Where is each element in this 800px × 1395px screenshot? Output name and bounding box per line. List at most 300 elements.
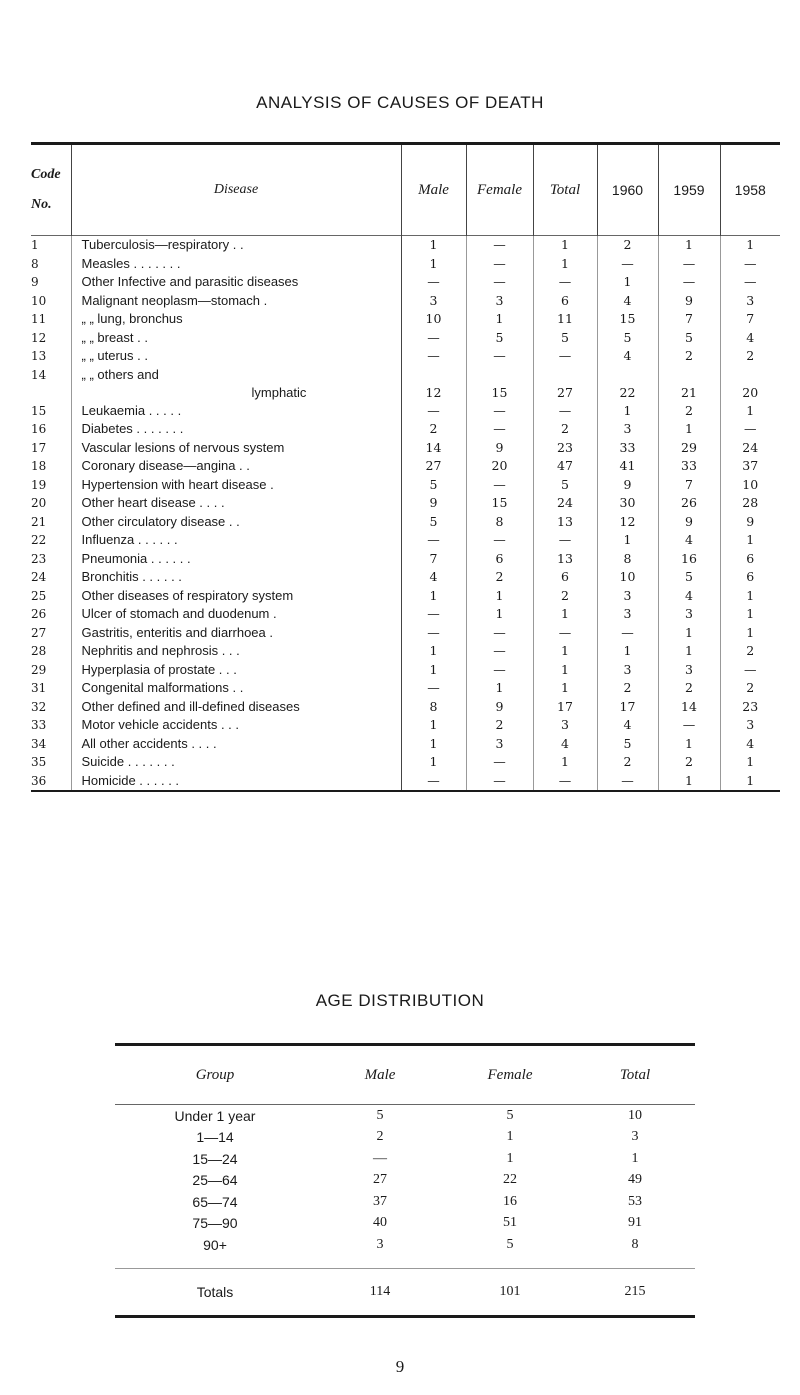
disease-label: Coronary disease—angina . . [81, 458, 250, 473]
code-cell: 11 [31, 310, 71, 329]
disease-cell [71, 366, 401, 402]
disease-label: Measles . . . . . . . [81, 255, 181, 271]
page-title: ANALYSIS OF CAUSES OF DEATH [256, 93, 544, 112]
disease-label: Homicide . . . . . . [81, 772, 180, 788]
female-cell: — [466, 255, 533, 274]
totals-label: Totals [115, 1268, 315, 1315]
female-cell: — [466, 420, 533, 439]
code-cell: 23 [31, 550, 71, 569]
y1958-cell: 28 [742, 495, 759, 510]
female-cell: 3 [466, 735, 533, 754]
y1960-cell: 1 [597, 273, 658, 292]
total-cell: 1 [533, 679, 597, 698]
disease-cell [71, 624, 401, 643]
y1960-cell: 1 [597, 642, 658, 661]
cause-row [31, 255, 780, 274]
disease-cell [71, 329, 401, 348]
code-cell: 19 [31, 476, 71, 495]
y1958-cell: 2 [746, 348, 755, 363]
male-cell: 4 [401, 568, 466, 587]
y1959-cell: 9 [658, 292, 720, 311]
code-cell: 29 [31, 661, 71, 680]
cause-row [31, 568, 780, 587]
y1960-cell: 22 [597, 366, 658, 402]
disease-cell [71, 661, 401, 680]
cause-row [31, 531, 780, 550]
age-group-cell: 75—90 [192, 1215, 238, 1232]
total-cell: 5 [533, 476, 597, 495]
year-1960-header: 1960 [597, 145, 658, 236]
age-female-cell: 5 [506, 1107, 514, 1123]
code-cell: 32 [31, 698, 71, 717]
male-cell: 1 [401, 661, 466, 680]
total-cell: 17 [533, 698, 597, 717]
disease-label: Other diseases of respiratory system [81, 587, 294, 603]
age-row [115, 1105, 695, 1127]
causes-of-death-table [31, 145, 780, 790]
y1960-cell: 4 [597, 347, 658, 366]
cause-row [31, 494, 780, 513]
causes-header-row [31, 145, 780, 236]
y1958-cell: 24 [742, 439, 759, 455]
male-cell: 14 [401, 439, 466, 458]
total-cell: 3 [533, 716, 597, 735]
disease-cell [71, 605, 401, 624]
disease-cell [71, 753, 401, 772]
y1959-cell: 4 [658, 531, 720, 550]
age-group-cell: 1—14 [196, 1129, 234, 1146]
y1959-cell: 26 [658, 494, 720, 513]
y1958-cell: 20 [742, 384, 759, 400]
cause-row [31, 772, 780, 791]
total-cell: 4 [533, 735, 597, 754]
disease-cell [71, 735, 401, 754]
male-cell: 1 [401, 753, 466, 772]
female-cell: — [466, 402, 533, 421]
male-cell: — [401, 402, 466, 421]
female-cell: — [466, 753, 533, 772]
disease-label: Gastritis, enteritis and diarrhoea . [81, 624, 273, 640]
age-distribution-table [115, 1046, 695, 1315]
y1959-cell: 7 [658, 310, 720, 329]
age-total-cell: 10 [628, 1107, 642, 1123]
male-cell: 1 [401, 716, 466, 735]
disease-label: Pneumonia . . . . . . [81, 550, 191, 566]
male-cell: 27 [401, 457, 466, 476]
y1958-cell: 23 [742, 698, 759, 714]
y1960-cell: 41 [597, 457, 658, 476]
age-male-cell: — [373, 1150, 387, 1166]
disease-label: „ „ others and [81, 366, 159, 382]
y1959-cell: 3 [658, 661, 720, 680]
y1959-cell: 2 [658, 347, 720, 366]
total-cell: 27 [533, 366, 597, 402]
code-cell: 20 [31, 494, 71, 513]
y1958-cell: 6 [746, 569, 755, 584]
age-female-cell: 16 [503, 1193, 517, 1209]
age-female-header: Female [445, 1046, 575, 1105]
age-total-header: Total [575, 1046, 695, 1105]
disease-cell [71, 679, 401, 698]
y1958-cell: 4 [746, 735, 755, 751]
age-spacer-row [115, 1256, 695, 1269]
disease-label: Influenza . . . . . . [81, 532, 178, 547]
female-cell: 9 [466, 439, 533, 458]
cause-row [31, 310, 780, 329]
total-cell: 2 [533, 587, 597, 606]
code-cell: 22 [31, 531, 71, 550]
cause-row [31, 292, 780, 311]
male-cell: — [401, 605, 466, 624]
y1959-cell: 3 [658, 605, 720, 624]
y1959-cell: 1 [658, 735, 720, 754]
y1960-cell: 5 [597, 329, 658, 348]
disease-cell [71, 273, 401, 292]
disease-cell [71, 513, 401, 532]
age-group-cell: Under 1 year [174, 1107, 256, 1124]
totals-row [115, 1268, 695, 1315]
age-group-cell: 15—24 [192, 1150, 238, 1167]
y1958-cell: 1 [746, 237, 755, 252]
cause-row [31, 679, 780, 698]
age-distribution-title: AGE DISTRIBUTION [315, 991, 485, 1010]
total-cell: 1 [533, 605, 597, 624]
y1959-cell: 33 [658, 457, 720, 476]
year-1958-header: 1958 [734, 182, 766, 198]
code-cell: 34 [31, 735, 71, 754]
y1960-cell: 17 [597, 698, 658, 717]
disease-label: Leukaemia . . . . . [81, 402, 182, 418]
cause-row [31, 457, 780, 476]
cause-row [31, 605, 780, 624]
code-cell: 1 [31, 236, 71, 255]
disease-label: Other heart disease . . . . [81, 495, 225, 510]
disease-label: Other Infective and parasitic diseases [81, 274, 299, 289]
disease-label: All other accidents . . . . [81, 735, 217, 751]
cause-row [31, 550, 780, 569]
y1960-cell: 3 [597, 605, 658, 624]
male-cell: — [401, 347, 466, 366]
male-cell: 2 [401, 420, 466, 439]
female-cell: — [466, 624, 533, 643]
total-cell: 5 [533, 329, 597, 348]
disease-label: „ „ lung, bronchus [81, 311, 183, 326]
y1958-cell: 1 [746, 606, 755, 621]
y1958-cell: — [744, 255, 757, 271]
page-number: 9 [395, 1357, 405, 1376]
y1958-cell: 4 [746, 329, 755, 345]
age-row [115, 1127, 695, 1149]
code-cell: 8 [31, 255, 71, 274]
total-cell: — [533, 624, 597, 643]
disease-cell [71, 310, 401, 329]
totals-total: 215 [575, 1268, 695, 1315]
female-cell: — [466, 236, 533, 255]
causes-table-container [31, 142, 780, 792]
total-cell: 1 [533, 255, 597, 274]
y1958-cell: 1 [746, 624, 755, 640]
code-cell: 13 [31, 347, 71, 366]
y1960-cell: 1 [597, 531, 658, 550]
male-cell: — [401, 679, 466, 698]
disease-cell [71, 642, 401, 661]
total-cell: — [533, 531, 597, 550]
male-cell: 12 [401, 366, 466, 402]
y1958-cell: 2 [746, 643, 755, 658]
age-total-cell: 1 [631, 1150, 639, 1166]
disease-label-continued: lymphatic [251, 384, 307, 400]
female-cell: 15 [466, 366, 533, 402]
code-cell: 18 [31, 457, 71, 476]
disease-cell [71, 568, 401, 587]
y1959-cell: 5 [658, 568, 720, 587]
male-cell: 7 [401, 550, 466, 569]
y1958-cell: 6 [746, 550, 755, 566]
y1960-cell: 10 [597, 568, 658, 587]
total-cell: 1 [533, 236, 597, 255]
y1959-cell: 9 [658, 513, 720, 532]
code-cell: 33 [31, 716, 71, 735]
female-cell: 1 [466, 587, 533, 606]
cause-row [31, 698, 780, 717]
female-cell: 9 [466, 698, 533, 717]
disease-label: Ulcer of stomach and duodenum . [81, 606, 277, 621]
cause-row [31, 366, 780, 402]
male-cell: 1 [401, 587, 466, 606]
total-cell: 6 [533, 568, 597, 587]
code-cell: 15 [31, 402, 71, 421]
disease-label: Congenital malformations . . [81, 680, 244, 695]
code-cell: 26 [31, 605, 71, 624]
age-row [115, 1148, 695, 1170]
total-cell: 6 [533, 292, 597, 311]
y1958-cell: — [744, 274, 757, 289]
male-cell: 1 [401, 255, 466, 274]
age-female-cell: 1 [506, 1129, 514, 1145]
age-male-cell: 5 [376, 1107, 384, 1123]
total-cell: — [533, 772, 597, 791]
y1959-cell: 1 [658, 642, 720, 661]
disease-cell [71, 236, 401, 255]
cause-row [31, 716, 780, 735]
total-cell: 13 [533, 550, 597, 569]
y1960-cell: — [597, 255, 658, 274]
disease-cell [71, 402, 401, 421]
code-cell: 35 [31, 753, 71, 772]
y1960-cell: 9 [597, 476, 658, 495]
cause-row [31, 402, 780, 421]
age-bottom-rule [115, 1315, 695, 1318]
age-group-cell: 90+ [203, 1236, 227, 1253]
disease-label: Other defined and ill-defined diseases [81, 698, 300, 714]
disease-cell [71, 550, 401, 569]
disease-cell [71, 587, 401, 606]
cause-row [31, 273, 780, 292]
total-cell: 1 [533, 753, 597, 772]
y1958-cell: 1 [746, 402, 755, 418]
disease-cell [71, 698, 401, 717]
male-cell: 1 [401, 642, 466, 661]
disease-label: Diabetes . . . . . . . [81, 421, 184, 436]
y1958-cell: 3 [746, 292, 755, 308]
total-cell: — [533, 347, 597, 366]
y1960-cell: 1 [597, 402, 658, 421]
female-cell: 15 [466, 494, 533, 513]
y1960-cell: 2 [597, 753, 658, 772]
age-total-cell: 3 [631, 1129, 639, 1145]
y1958-cell: — [744, 421, 757, 436]
y1960-cell: 33 [597, 439, 658, 458]
female-header: Female [466, 145, 533, 236]
age-female-cell: 22 [503, 1172, 517, 1188]
female-cell: — [466, 531, 533, 550]
age-male-header: Male [315, 1046, 445, 1105]
male-cell: 9 [401, 494, 466, 513]
age-table-container [115, 1043, 695, 1318]
y1960-cell: 4 [597, 716, 658, 735]
male-header: Male [401, 145, 466, 236]
age-group-cell: 65—74 [192, 1193, 238, 1210]
code-cell: 36 [31, 772, 71, 791]
disease-cell [71, 531, 401, 550]
total-cell: 1 [533, 661, 597, 680]
y1960-cell: 8 [597, 550, 658, 569]
total-cell: 24 [533, 494, 597, 513]
disease-label: Nephritis and nephrosis . . . [81, 643, 240, 658]
y1959-cell: 4 [658, 587, 720, 606]
disease-cell [71, 457, 401, 476]
y1959-cell: 1 [658, 624, 720, 643]
code-cell: 31 [31, 679, 71, 698]
code-header-line1: Code [31, 167, 61, 182]
y1959-cell: 1 [658, 420, 720, 439]
age-row [115, 1170, 695, 1192]
total-cell: 11 [533, 310, 597, 329]
spacer-cell [115, 1256, 695, 1269]
y1960-cell: — [597, 624, 658, 643]
age-male-cell: 3 [376, 1236, 384, 1252]
cause-row [31, 420, 780, 439]
age-row [115, 1234, 695, 1256]
group-header: Group [115, 1046, 315, 1105]
y1959-cell: 14 [658, 698, 720, 717]
disease-cell [71, 716, 401, 735]
age-male-cell: 40 [373, 1215, 387, 1231]
y1959-cell: — [658, 716, 720, 735]
male-cell: 5 [401, 476, 466, 495]
y1958-cell: 9 [746, 513, 755, 529]
y1960-cell: 3 [597, 661, 658, 680]
cause-row [31, 624, 780, 643]
y1958-cell: — [744, 661, 757, 677]
cause-row [31, 661, 780, 680]
female-cell: — [466, 772, 533, 791]
age-row [115, 1213, 695, 1235]
cause-row [31, 329, 780, 348]
total-cell: 2 [533, 420, 597, 439]
y1959-cell: 2 [658, 402, 720, 421]
male-cell: — [401, 772, 466, 791]
cause-row [31, 587, 780, 606]
code-cell: 14 [31, 366, 71, 402]
y1958-cell: 10 [742, 476, 759, 492]
y1960-cell: 5 [597, 735, 658, 754]
disease-label: „ „ uterus . . [81, 348, 148, 363]
male-cell: — [401, 273, 466, 292]
disease-label: Vascular lesions of nervous system [81, 439, 285, 455]
female-cell: 1 [466, 310, 533, 329]
cause-row [31, 642, 780, 661]
code-cell: 12 [31, 329, 71, 348]
code-cell: 9 [31, 273, 71, 292]
y1959-cell: 1 [658, 236, 720, 255]
age-table-body [115, 1105, 695, 1269]
age-header-row [115, 1046, 695, 1105]
disease-label: „ „ breast . . [81, 329, 148, 345]
y1959-cell: 7 [658, 476, 720, 495]
y1958-cell: 7 [746, 311, 755, 326]
disease-label: Bronchitis . . . . . . [81, 569, 182, 584]
y1959-cell: 5 [658, 329, 720, 348]
age-female-cell: 51 [503, 1215, 517, 1231]
y1959-cell: — [658, 255, 720, 274]
y1958-cell: 2 [746, 680, 755, 695]
male-cell: — [401, 624, 466, 643]
y1958-cell: 37 [742, 458, 759, 473]
disease-cell [71, 420, 401, 439]
cause-row [31, 347, 780, 366]
disease-label: Hyperplasia of prostate . . . [81, 661, 237, 677]
male-cell: — [401, 329, 466, 348]
y1960-cell: 12 [597, 513, 658, 532]
female-cell: 2 [466, 716, 533, 735]
disease-label: Tuberculosis—respiratory . . [81, 237, 244, 252]
female-cell: — [466, 642, 533, 661]
cause-row [31, 439, 780, 458]
y1960-cell: 3 [597, 587, 658, 606]
y1959-cell: — [658, 273, 720, 292]
age-female-cell: 5 [506, 1236, 514, 1252]
male-cell: — [401, 531, 466, 550]
disease-cell [71, 347, 401, 366]
total-cell: 1 [533, 642, 597, 661]
cause-row [31, 735, 780, 754]
bottom-rule [31, 790, 780, 792]
cause-row [31, 476, 780, 495]
total-cell: 23 [533, 439, 597, 458]
female-cell: — [466, 661, 533, 680]
female-cell: 20 [466, 457, 533, 476]
code-header-line2: No. [31, 197, 52, 212]
total-cell: 13 [533, 513, 597, 532]
y1959-cell: 2 [658, 753, 720, 772]
age-total-cell: 49 [628, 1172, 642, 1188]
disease-cell [71, 292, 401, 311]
age-row [115, 1191, 695, 1213]
age-total-cell: 91 [628, 1215, 642, 1231]
female-cell: 2 [466, 568, 533, 587]
male-cell: 1 [401, 735, 466, 754]
total-cell: — [533, 402, 597, 421]
y1958-cell: 1 [746, 587, 755, 603]
cause-row [31, 513, 780, 532]
y1959-cell: 16 [658, 550, 720, 569]
female-cell: — [466, 347, 533, 366]
code-cell: 25 [31, 587, 71, 606]
disease-header: Disease [71, 145, 401, 236]
disease-label: Motor vehicle accidents . . . [81, 717, 240, 732]
male-cell: 5 [401, 513, 466, 532]
